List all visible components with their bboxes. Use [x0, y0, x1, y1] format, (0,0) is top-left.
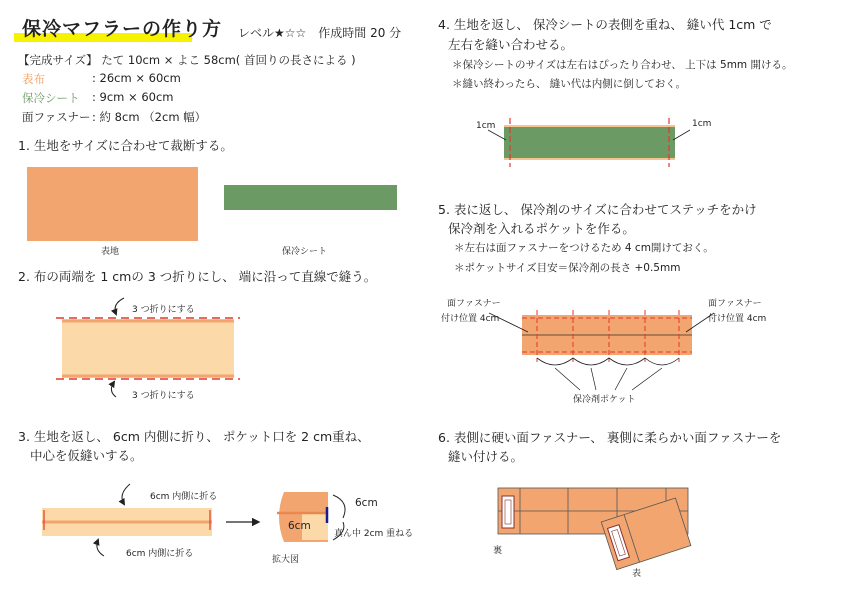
zoom-label: 拡大図 — [272, 555, 300, 565]
fastener-left-2: 付け位置 4cm — [441, 314, 500, 324]
front-side-label: 表 — [632, 569, 642, 579]
zoom-dim-bottom: 6cm — [288, 520, 311, 532]
step-5-line1: 5. 表に返し、 保冷剤のサイズに合わせてステッチをかけ — [438, 202, 757, 217]
material-name-sheet: 保冷シート — [22, 91, 80, 105]
step-6-line1: 6. 表側に硬い面ファスナー、 裏側に柔らかい面ファスナーを — [438, 430, 782, 445]
material-name-fastener: 面ファスナー — [22, 110, 91, 124]
step-5-diagram — [489, 310, 714, 390]
finished-size: 【完成サイズ】 たて 10cm × よこ 58cm( 首回りの長さによる ) — [18, 53, 356, 67]
step-4-diagram — [488, 118, 690, 167]
step-3-line1: 3. 生地を返し、 6cm 内側に折り、 ポケット口を 2 cm重ね、 — [18, 429, 370, 444]
margin-right-label: 1cm — [692, 119, 712, 129]
step-4-note1: ＊保冷シートのサイズは左右はぴったり合わせ、 上下は 5mm 開ける。 — [452, 59, 793, 71]
material-name-fabric: 表布 — [22, 72, 45, 86]
step-4-line1: 4. 生地を返し、 保冷シートの表側を重ね、 縫い代 1cm で — [438, 17, 772, 32]
fold-inside-bottom: 6cm 内側に折る — [126, 549, 194, 559]
fold-label-bottom: 3 つ折りにする — [132, 391, 195, 401]
material-value-fastener: : 約 8cm （2cm 幅） — [92, 110, 207, 124]
fastener-right-1: 面ファスナー — [708, 299, 762, 309]
step-3-line2: 中心を仮縫いする。 — [30, 448, 143, 463]
label-fabric: 表地 — [101, 247, 120, 257]
pocket-label: 保冷剤ポケット — [573, 395, 636, 405]
material-value-sheet: : 9cm × 60cm — [92, 90, 174, 104]
step-5-note2: ＊ポケットサイズ目安＝保冷剤の長さ +0.5mm — [454, 262, 681, 274]
back-side-label: 裏 — [493, 546, 503, 556]
overlap-label: 真ん中 2cm 重ねる — [334, 529, 414, 539]
cooling-sheet-piece — [224, 185, 397, 210]
zoom-dim-top: 6cm — [355, 497, 378, 509]
step-6-diagram — [498, 488, 691, 570]
fold-inside-top: 6cm 内側に折る — [150, 492, 218, 502]
fold-label-top: 3 つ折りにする — [132, 305, 195, 315]
step-6-line2: 縫い付ける。 — [448, 449, 524, 464]
fastener-left-1: 面ファスナー — [447, 299, 501, 309]
level-info: レベル★☆☆ 作成時間 20 分 — [238, 26, 402, 40]
step-1-text: 1. 生地をサイズに合わせて裁断する。 — [18, 138, 233, 153]
step-4-note2: ＊縫い終わったら、 縫い代は内側に倒しておく。 — [452, 78, 687, 90]
page-title: 保冷マフラーの作り方 — [22, 18, 223, 40]
step-4-line2: 左右を縫い合わせる。 — [448, 37, 574, 52]
material-value-fabric: : 26cm × 60cm — [92, 71, 181, 85]
step-5-line2: 保冷剤を入れるポケットを作る。 — [448, 221, 635, 236]
label-cooling-sheet: 保冷シート — [282, 247, 328, 257]
fastener-right-2: 付け位置 4cm — [708, 314, 767, 324]
step-2-text: 2. 布の両端を 1 cmの 3 つ折りにし、 端に沿って直線で縫う。 — [18, 269, 377, 284]
step-5-note1: ＊左右は面ファスナーをつけるため 4 cm開けておく。 — [454, 242, 714, 254]
fabric-piece — [27, 167, 198, 241]
margin-left-label: 1cm — [476, 121, 496, 131]
